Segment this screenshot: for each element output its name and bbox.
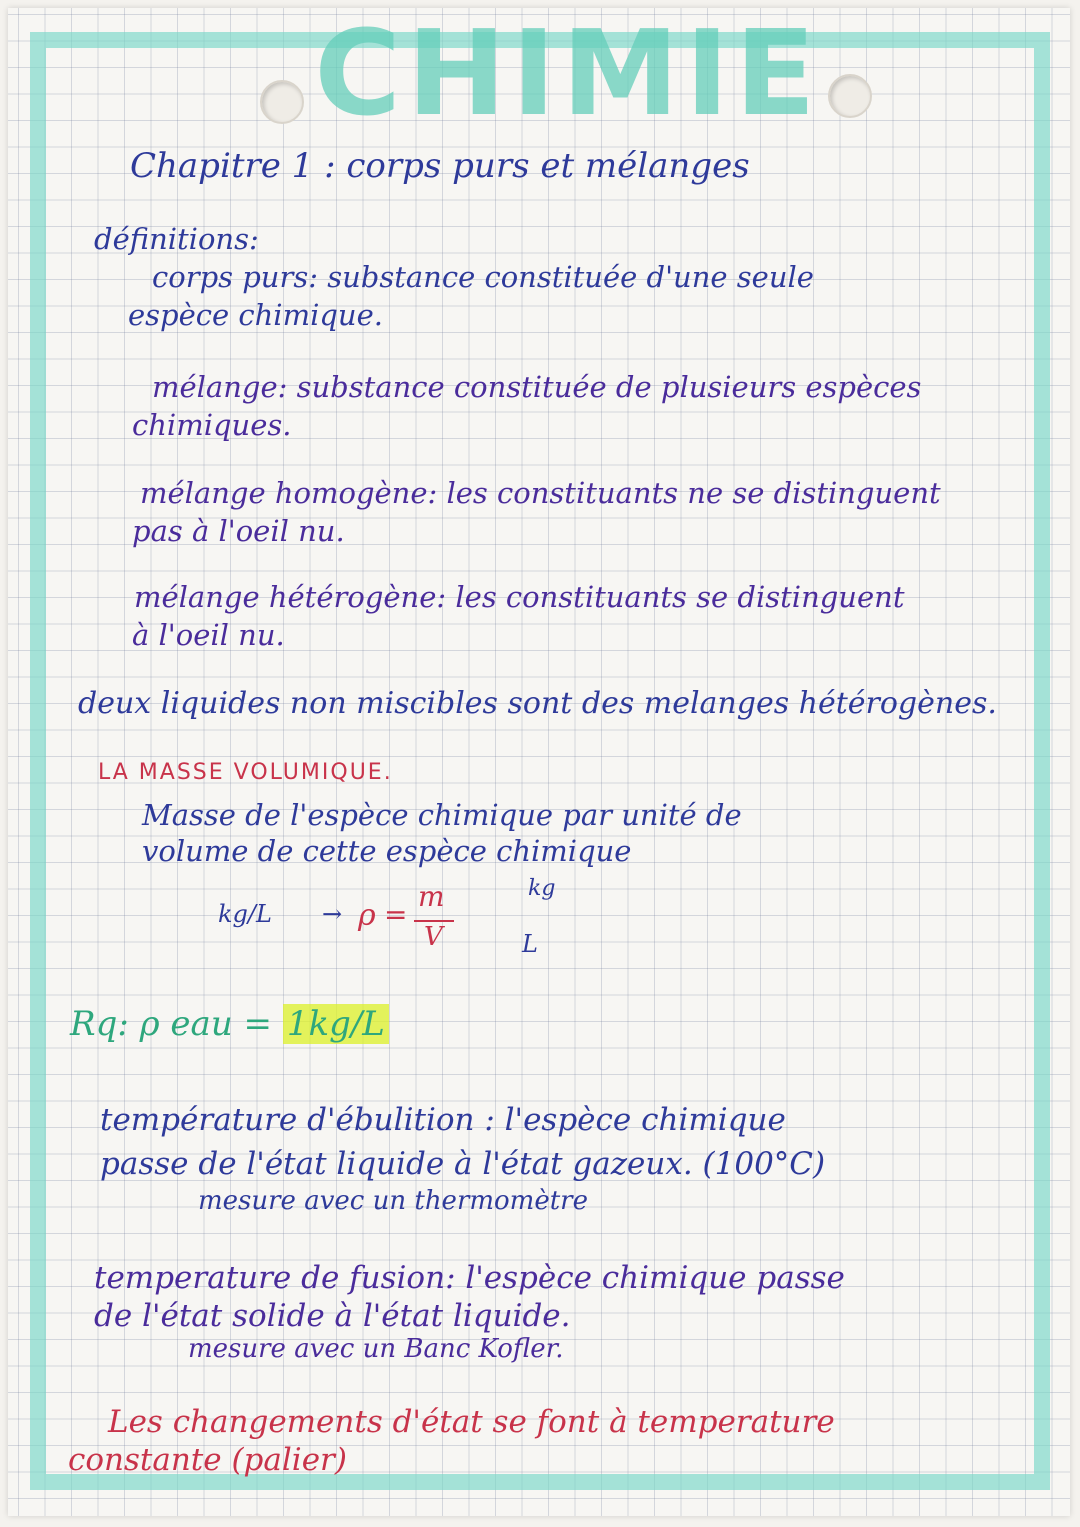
formula-equals: = — [384, 898, 408, 931]
conclusion-line2: constante (palier) — [68, 1442, 347, 1478]
note-liquids: deux liquides non miscibles sont des melanges hétérogènes. — [78, 686, 997, 721]
def-melange-line1: mélange: substance constituée de plusieurs espèces — [152, 370, 922, 404]
remark-value-highlight: 1kg/L — [283, 1004, 389, 1044]
remark-rho-eau — [70, 1004, 389, 1044]
def-heterogene-line1: mélange hétérogène: les constituants se distinguent — [134, 580, 905, 614]
def-heterogene-line2: à l'oeil nu. — [132, 618, 285, 652]
formula-numerator: m — [418, 880, 445, 913]
def-corps-purs-line2: espèce chimique. — [128, 298, 383, 332]
binder-hole-left — [260, 80, 304, 124]
formula-unit-v: L — [522, 930, 538, 958]
masse-def-line1: Masse de l'espèce chimique par unité de — [142, 798, 742, 832]
formula-unit-left: kg/L — [218, 900, 272, 928]
page-title: CHIMIE — [314, 4, 822, 142]
formula-denominator: V — [424, 922, 443, 952]
chapter-title: Chapitre 1 : corps purs et mélanges — [130, 146, 750, 186]
notebook-page — [8, 4, 1070, 1516]
def-homogene-line1: mélange homogène: les constituants ne se distinguent — [140, 476, 941, 510]
ebullition-line2: passe de l'état liquide à l'état gazeux. (100°C) — [100, 1146, 826, 1182]
conclusion-line1: Les changements d'état se font à temperature — [108, 1404, 835, 1440]
def-corps-purs-line1: corps purs: substance constituée d'une seule — [152, 260, 814, 294]
fusion-line2: de l'état solide à l'état liquide. — [94, 1298, 571, 1334]
def-homogene-line2: pas à l'oeil nu. — [132, 514, 345, 548]
masse-def-line2: volume de cette espèce chimique — [142, 834, 632, 868]
definitions-heading: définitions: — [94, 222, 259, 256]
def-melange-line2: chimiques. — [132, 408, 292, 442]
ebullition-line1: température d'ébulition : l'espèce chimique — [100, 1102, 786, 1138]
binder-hole-right — [828, 74, 872, 118]
formula-unit-m: kg — [528, 876, 556, 901]
remark-prefix: Rq: ρ eau = — [70, 1004, 283, 1044]
formula-rho: ρ — [358, 898, 376, 933]
masse-volumique-formula — [218, 876, 578, 970]
ebullition-measure: mesure avec un thermomètre — [198, 1186, 588, 1216]
fusion-measure: mesure avec un Banc Kofler. — [188, 1334, 564, 1364]
fusion-line1: temperature de fusion: l'espèce chimique passe — [94, 1260, 845, 1296]
section-masse-volumique: LA MASSE VOLUMIQUE. — [98, 760, 393, 785]
formula-arrow: → — [322, 900, 343, 928]
